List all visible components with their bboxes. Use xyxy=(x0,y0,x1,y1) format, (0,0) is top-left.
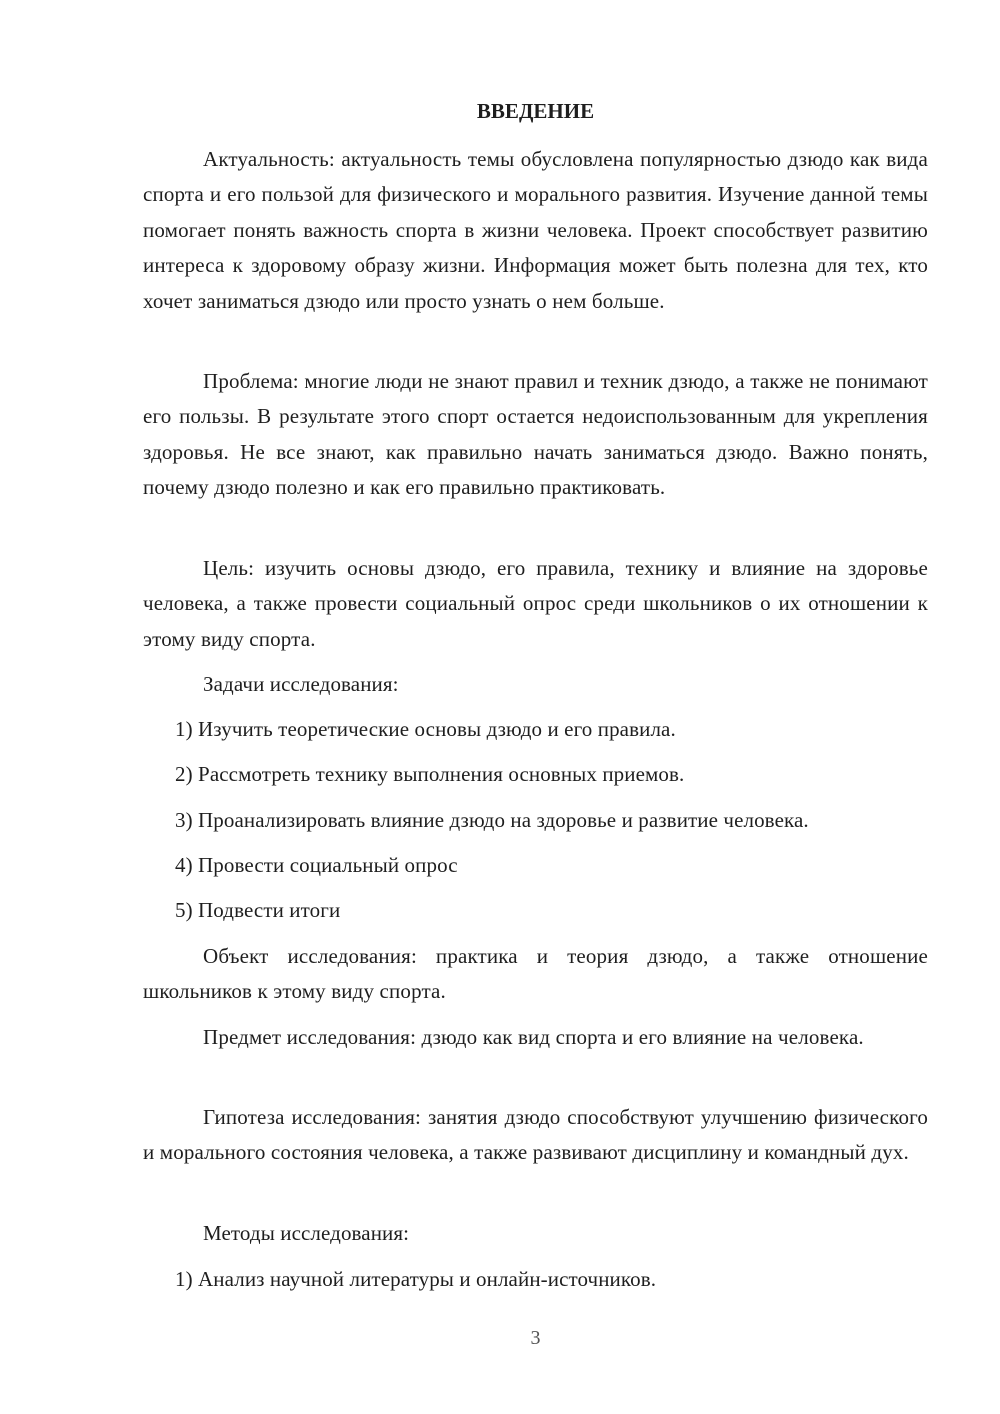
method-item: 1) Анализ научной литературы и онлайн-источников. xyxy=(175,1267,657,1291)
problem-paragraph: Проблема: многие люди не знают правил и техник дзюдо, а также не понимают его пользы. В результате этого спорт остается недоиспользованным для укрепления здоровья. Не все знают, как правильно начать заниматься дзюдо. Важно понять, почему дзюдо полезно и как его правильно практиковать. xyxy=(143,369,928,500)
subject-paragraph: Предмет исследования: дзюдо как вид спорта и его влияние на человека. xyxy=(203,1025,864,1049)
task-item: 5) Подвести итоги xyxy=(175,898,341,922)
methods-heading: Методы исследования: xyxy=(203,1221,410,1245)
task-item: 2) Рассмотреть технику выполнения основных приемов. xyxy=(175,762,685,786)
task-item: 1) Изучить теоретические основы дзюдо и его правила. xyxy=(175,717,676,741)
page-title: ВВЕДЕНИЕ xyxy=(476,99,595,123)
object-paragraph: Объект исследования: практика и теория дзюдо, а также отношение школьников к этому виду спорта. xyxy=(143,944,928,1004)
document-page xyxy=(143,0,928,1414)
goal-paragraph: Цель: изучить основы дзюдо, его правила, технику и влияние на здоровье человека, а также провести социальный опрос среди школьников о их отношении к этому виду спорта. xyxy=(143,556,928,651)
task-item: 3) Проанализировать влияние дзюдо на здоровье и развитие человека. xyxy=(175,808,809,832)
hypothesis-paragraph: Гипотеза исследования: занятия дзюдо способствуют улучшению физического и морального состояния человека, а также развивают дисциплину и командный дух. xyxy=(143,1105,928,1165)
page-number: 3 xyxy=(530,1327,541,1349)
tasks-heading: Задачи исследования: xyxy=(203,672,399,696)
relevance-paragraph: Актуальность: актуальность темы обусловлена популярностью дзюдо как вида спорта и его пользой для физического и морального развития. Изучение данной темы помогает понять важность спорта в жизни человека. Проект способствует развитию интереса к здоровому образу жизни. Информация может быть полезна для тех, кто хочет заниматься дзюдо или просто узнать о нем больше. xyxy=(143,147,928,313)
task-item: 4) Провести социальный опрос xyxy=(175,853,458,877)
